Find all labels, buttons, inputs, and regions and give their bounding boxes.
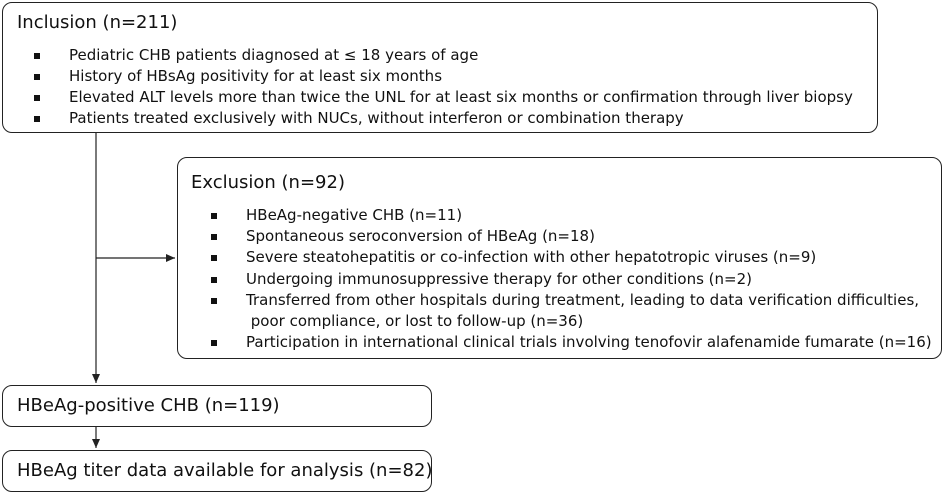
inclusion-title: Inclusion (n=211) xyxy=(17,12,178,33)
exclusion-criterion: Participation in international clinical trials involving tenofovir alafenamide fumarate (n=16) xyxy=(210,332,932,353)
square-bullet-icon xyxy=(211,234,217,240)
square-bullet-icon xyxy=(211,255,217,261)
square-bullet-icon xyxy=(211,277,217,283)
square-bullet-icon xyxy=(211,298,217,304)
square-bullet-icon xyxy=(34,74,40,80)
inclusion-criterion: Elevated ALT levels more than twice the UNL for at least six months or confirmation through liver biopsy xyxy=(33,87,853,108)
square-bullet-icon xyxy=(34,116,40,122)
exclusion-title: Exclusion (n=92) xyxy=(191,172,345,193)
exclusion-criteria-list xyxy=(210,205,932,353)
square-bullet-icon xyxy=(211,340,217,346)
exclusion-criterion: Transferred from other hospitals during treatment, leading to data verification difficulties, poor compliance, or lost to follow-up (n=36) xyxy=(210,290,932,332)
square-bullet-icon xyxy=(211,213,217,219)
titer-available-title: HBeAg titer data available for analysis (n=82) xyxy=(17,460,433,481)
hbeag-positive-box xyxy=(2,385,432,427)
square-bullet-icon xyxy=(34,95,40,101)
exclusion-criterion: HBeAg-negative CHB (n=11) xyxy=(210,205,932,226)
exclusion-criterion: Severe steatohepatitis or co-infection with other hepatotropic viruses (n=9) xyxy=(210,247,932,268)
exclusion-box xyxy=(177,157,942,359)
inclusion-criteria-list xyxy=(33,45,853,129)
exclusion-criterion: Spontaneous seroconversion of HBeAg (n=18) xyxy=(210,226,932,247)
inclusion-box xyxy=(2,2,878,133)
exclusion-criterion: Undergoing immunosuppressive therapy for other conditions (n=2) xyxy=(210,269,932,290)
inclusion-criterion: History of HBsAg positivity for at least six months xyxy=(33,66,853,87)
inclusion-criterion: Patients treated exclusively with NUCs, without interferon or combination therapy xyxy=(33,108,853,129)
titer-available-box xyxy=(2,450,432,492)
hbeag-positive-title: HBeAg-positive CHB (n=119) xyxy=(17,395,280,416)
square-bullet-icon xyxy=(34,53,40,59)
inclusion-criterion: Pediatric CHB patients diagnosed at ≤ 18 years of age xyxy=(33,45,853,66)
